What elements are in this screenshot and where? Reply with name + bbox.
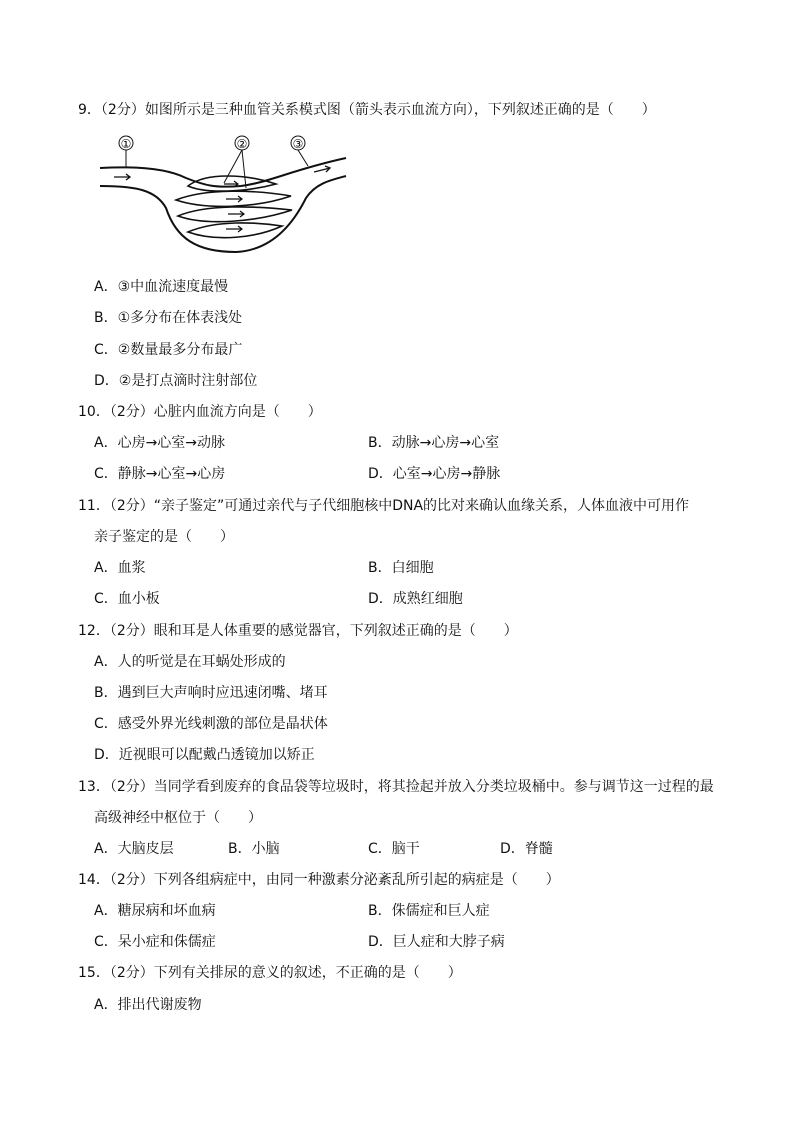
question-10-stem: 10．（2分）心脏内血流方向是（ ） [78, 404, 322, 420]
question-14-stem: 14．（2分）下列各组病症中，由同一种激素分泌紊乱所引起的病症是（ ） [78, 872, 560, 888]
question-14-option-a: A．糖尿病和坏血病 [94, 903, 216, 919]
question-11-option-c: C．血小板 [94, 591, 160, 607]
question-9-option-c: C．②数量最多分布最广 [94, 342, 243, 358]
question-10-option-c: C．静脉→心室→心房 [94, 466, 226, 482]
question-10-option-d: D．心室→心房→静脉 [368, 466, 501, 482]
question-12-option-c: C．感受外界光线刺激的部位是晶状体 [94, 716, 328, 732]
question-11-option-a: A．血浆 [94, 560, 146, 576]
question-12-option-b: B．遇到巨大声响时应迅速闭嘴、堵耳 [94, 685, 328, 701]
question-13-stem: 13．（2分）当同学看到废弃的食品袋等垃圾时，将其捡起并放入分类垃圾桶中。参与调节这一过程的最 [78, 779, 714, 795]
question-13-stem-continued: 高级神经中枢位于（ ） [94, 810, 262, 826]
blood-vessel-diagram [96, 128, 356, 260]
question-14-option-c: C．呆小症和侏儒症 [94, 934, 216, 950]
question-11-option-d: D．成熟红细胞 [368, 591, 463, 607]
question-9-option-a: A．③中血流速度最慢 [94, 279, 229, 295]
question-15-option-a: A．排出代谢废物 [94, 997, 202, 1013]
question-11-option-b: B．白细胞 [368, 560, 434, 576]
question-13-option-c: C．脑干 [368, 841, 420, 857]
question-14-option-d: D．巨人症和大脖子病 [368, 934, 505, 950]
question-10-option-a: A．心房→心室→动脉 [94, 435, 226, 451]
diagram-label-1: ① [120, 137, 132, 151]
question-12-option-a: A．人的听觉是在耳蜗处形成的 [94, 654, 286, 670]
question-15-stem: 15．（2分）下列有关排尿的意义的叙述，不正确的是（ ） [78, 965, 462, 981]
question-12-stem: 12．（2分）眼和耳是人体重要的感觉器官，下列叙述正确的是（ ） [78, 623, 518, 639]
diagram-label-2: ② [236, 137, 248, 151]
question-11-stem: 11．（2分）“亲子鉴定”可通过亲代与子代细胞核中DNA的比对来确认血缘关系，人体血液中可用作 [78, 498, 690, 514]
question-9-option-b: B．①多分布在体表浅处 [94, 310, 243, 326]
question-13-option-d: D．脊髓 [500, 841, 553, 857]
diagram-label-3: ③ [292, 137, 304, 151]
question-12-option-d: D．近视眼可以配戴凸透镜加以矫正 [94, 747, 315, 763]
question-9-stem: 9．（2分）如图所示是三种血管关系模式图（箭头表示血流方向），下列叙述正确的是（ ） [78, 102, 656, 118]
question-9-option-d: D．②是打点滴时注射部位 [94, 373, 258, 389]
question-13-option-b: B．小脑 [228, 841, 280, 857]
question-14-option-b: B．侏儒症和巨人症 [368, 903, 490, 919]
question-13-option-a: A．大脑皮层 [94, 841, 174, 857]
question-11-stem-continued: 亲子鉴定的是（ ） [94, 529, 234, 545]
question-10-option-b: B．动脉→心房→心室 [368, 435, 500, 451]
